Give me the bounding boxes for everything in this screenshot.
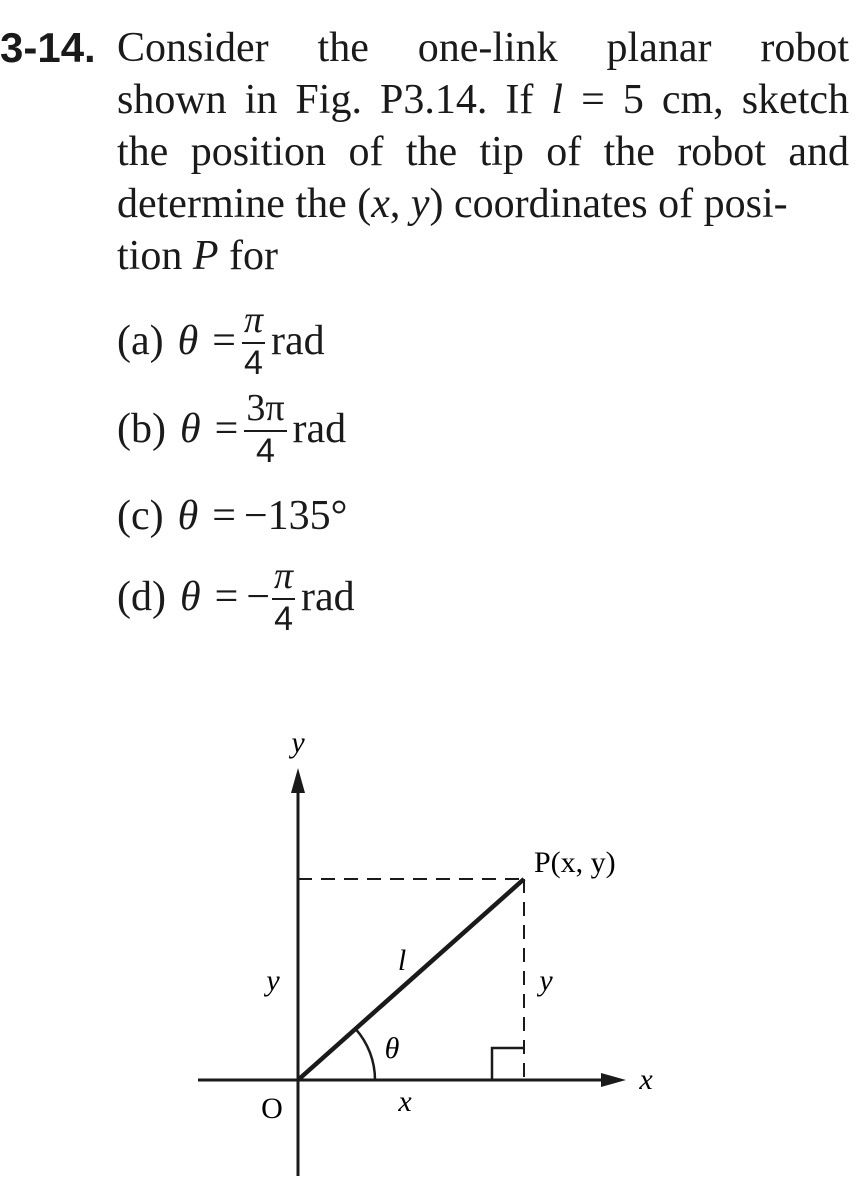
part-b-numerator: 3π bbox=[244, 388, 286, 432]
x-symbol: x bbox=[371, 181, 390, 227]
part-d-denominator: 4 bbox=[274, 600, 293, 638]
robot-link bbox=[298, 879, 524, 1080]
statement-line-5-a: tion bbox=[117, 233, 193, 279]
part-d-theta: θ bbox=[179, 574, 201, 620]
statement-line-4-a: determine the ( bbox=[117, 181, 372, 227]
part-a-theta: θ bbox=[177, 318, 199, 364]
part-d-numerator: π bbox=[272, 556, 295, 600]
statement-line-5-b: for bbox=[218, 233, 278, 279]
statement-line-2-a: shown in Fig. P3.14. If bbox=[117, 77, 552, 123]
part-b-unit: rad bbox=[292, 406, 347, 452]
statement-line-3: the position of the tip of the robot and bbox=[117, 129, 849, 175]
statement-line-4-b: , bbox=[389, 181, 411, 227]
y-symbol: y bbox=[410, 181, 430, 227]
part-a-numerator: π bbox=[242, 300, 265, 344]
statement-line-4-c: ) coordinates of posi- bbox=[429, 181, 788, 227]
part-c-label: (c) bbox=[117, 493, 164, 539]
link-label: l bbox=[397, 944, 407, 977]
y-axis-label: y bbox=[291, 726, 305, 759]
x-axis-arrow bbox=[601, 1073, 626, 1087]
y-component-right-label: y bbox=[539, 964, 553, 997]
part-a-label: (a) bbox=[117, 318, 164, 364]
y-component-left-label: y bbox=[266, 964, 280, 997]
origin-label: O bbox=[261, 1092, 283, 1125]
part-c-equals: = bbox=[212, 493, 236, 539]
part-d-unit: rad bbox=[301, 574, 355, 620]
part-d-sign: − bbox=[246, 574, 270, 620]
y-axis-arrow bbox=[291, 768, 305, 793]
theta-label: θ bbox=[384, 1032, 400, 1065]
theta-arc bbox=[356, 1029, 376, 1080]
link-length-symbol: l bbox=[551, 77, 564, 123]
part-b-label: (b) bbox=[117, 406, 166, 452]
part-a-unit: rad bbox=[271, 318, 325, 364]
point-label: P(x, y) bbox=[534, 846, 616, 879]
statement-line-2-b: = 5 cm, sketch bbox=[563, 77, 850, 123]
part-d-label: (d) bbox=[117, 574, 166, 620]
part-c-theta: θ bbox=[177, 493, 199, 539]
x-axis-label: x bbox=[639, 1063, 653, 1096]
part-b-denominator: 4 bbox=[255, 432, 275, 470]
part-b-theta: θ bbox=[179, 406, 201, 452]
part-d-equals: = bbox=[214, 574, 239, 620]
part-a-equals: = bbox=[212, 318, 236, 364]
part-c-value: −135° bbox=[243, 493, 348, 539]
x-component-label: x bbox=[398, 1085, 412, 1118]
right-angle-mark bbox=[492, 1048, 524, 1080]
part-b-equals: = bbox=[214, 406, 239, 452]
problem-number: 3-14. bbox=[0, 24, 96, 71]
p-symbol: P bbox=[192, 233, 219, 279]
statement-line-1: Consider the one-link planar robot bbox=[117, 25, 849, 71]
part-a-denominator: 4 bbox=[244, 344, 263, 382]
